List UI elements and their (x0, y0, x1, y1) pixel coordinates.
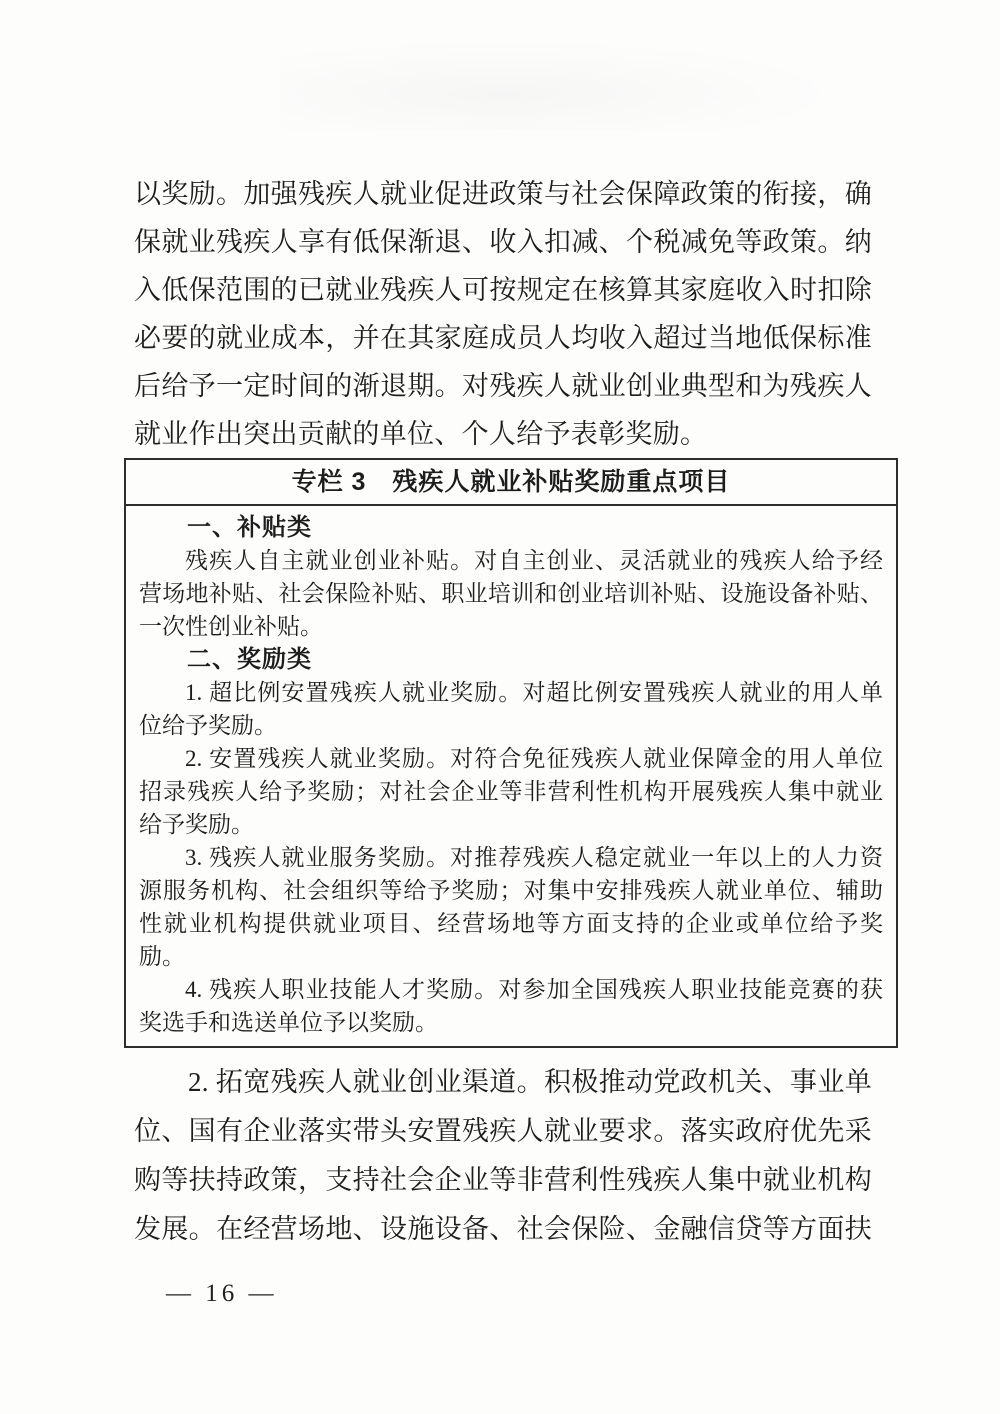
intro-paragraph (134, 170, 872, 458)
box-title: 专栏 3 残疾人就业补贴奖励重点项目 (126, 460, 896, 506)
box-body (126, 506, 896, 1039)
box-text-line: 4. 残疾人职业技能人才奖励。对参加全国残疾人职业技能竞赛的获 (185, 977, 883, 1002)
box-text-line: 招录残疾人给予奖励；对社会企业等非营利性机构开展残疾人集中就业 (139, 779, 883, 804)
box-text-line: 二、奖励类 (187, 646, 312, 673)
box-text-line: 营场地补贴、社会保险补贴、职业培训和创业培训补贴、设施设备补贴、 (139, 581, 883, 606)
box-text-line: 励。 (139, 944, 185, 969)
intro-text-line: 保就业残疾人享有低保渐退、收入扣减、个税减免等政策。纳 (134, 227, 872, 257)
box-text-line: 2. 安置残疾人就业奖励。对符合免征残疾人就业保障金的用人单位 (185, 746, 883, 771)
box-text-line: 给予奖励。 (139, 812, 254, 837)
closing-text-line: 购等扶持政策，支持社会企业等非营利性残疾人集中就业机构 (134, 1165, 872, 1195)
closing-paragraph (134, 1058, 872, 1254)
box-text-line: 1. 超比例安置残疾人就业奖励。对超比例安置残疾人就业的用人单 (185, 680, 883, 705)
box-text-line: 位给予奖励。 (139, 713, 277, 738)
page-number: — 16 — (166, 1280, 278, 1307)
intro-text-line: 入低保范围的已就业残疾人可按规定在核算其家庭收入时扣除 (134, 275, 872, 305)
scan-noise-artifact (280, 40, 840, 130)
closing-text-line: 发展。在经营场地、设施设备、社会保险、金融信贷等方面扶 (134, 1214, 872, 1244)
box-text-line: 源服务机构、社会组织等给予奖励；对集中安排残疾人就业单位、辅助 (139, 878, 883, 903)
intro-text-line: 以奖励。加强残疾人就业促进政策与社会保障政策的衔接，确 (134, 179, 872, 209)
closing-text-line: 2. 拓宽残疾人就业创业渠道。积极推动党政机关、事业单 (188, 1067, 872, 1097)
highlight-box (124, 458, 898, 1048)
box-text-line: 一次性创业补贴。 (139, 614, 323, 639)
closing-text-line: 位、国有企业落实带头安置残疾人就业要求。落实政府优先采 (134, 1116, 872, 1146)
box-text-line: 残疾人自主就业创业补贴。对自主创业、灵活就业的残疾人给予经 (185, 548, 883, 573)
intro-text-line: 必要的就业成本，并在其家庭成员人均收入超过当地低保标准 (134, 323, 872, 353)
box-text-line: 一、补贴类 (187, 514, 312, 541)
intro-text-line: 后给予一定时间的渐退期。对残疾人就业创业典型和为残疾人 (134, 371, 872, 401)
intro-text-line: 就业作出突出贡献的单位、个人给予表彰奖励。 (134, 419, 708, 449)
box-text-line: 性就业机构提供就业项目、经营场地等方面支持的企业或单位给予奖 (139, 911, 883, 936)
box-text-line: 3. 残疾人就业服务奖励。对推荐残疾人稳定就业一年以上的人力资 (185, 845, 883, 870)
box-text-line: 奖选手和选送单位予以奖励。 (139, 1010, 438, 1035)
